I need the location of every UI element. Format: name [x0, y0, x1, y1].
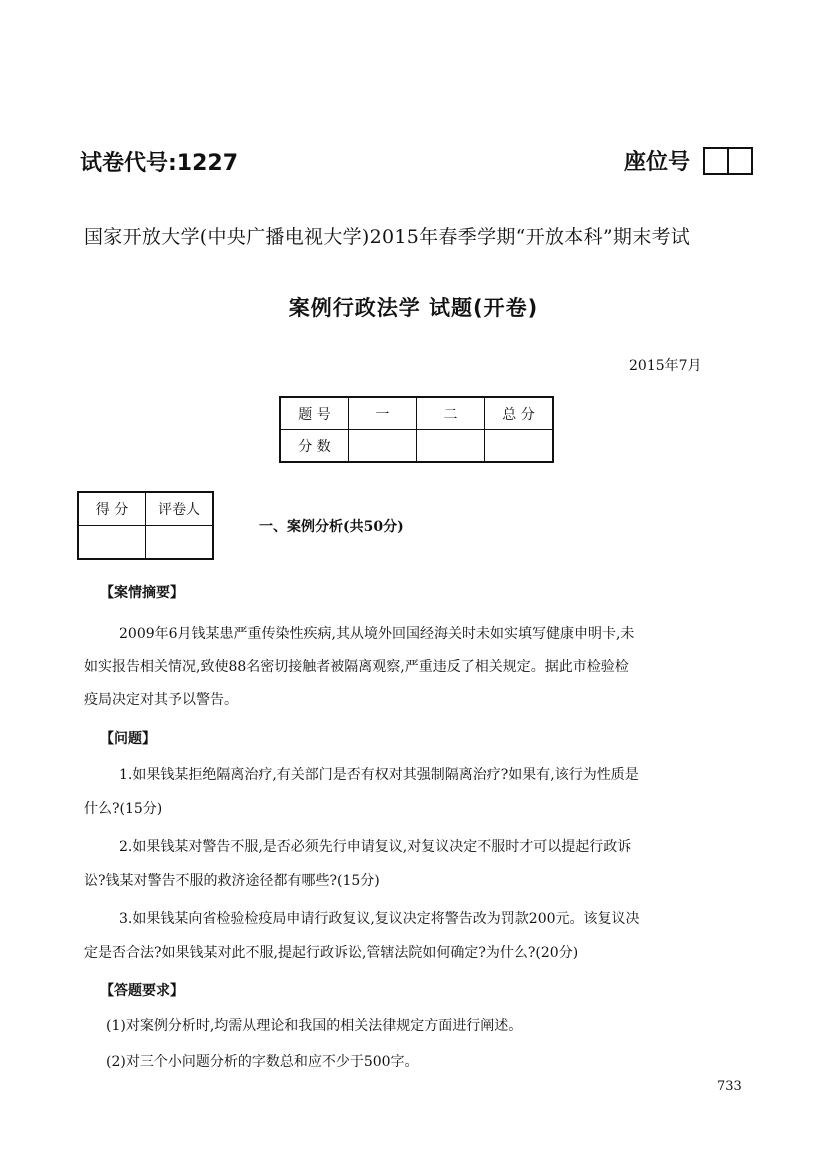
- requirements-heading: 【答题要求】: [100, 983, 184, 999]
- score-table-score-row: [280, 430, 553, 463]
- subject-title: 案例行政法学 试题(开卷): [288, 296, 539, 320]
- question-line: 定是否合法?如果钱某对此不服,提起行政诉讼,管辖法院如何确定?为什么?(20分): [84, 945, 579, 961]
- grader-table-blank-row: [78, 526, 213, 560]
- case-summary-heading: 【案情摘要】: [100, 585, 184, 601]
- grader-cell: [78, 526, 146, 560]
- score-cell: [485, 430, 554, 463]
- case-summary-line: 如实报告相关情况,致使88名密切接触者被隔离观察,严重违反了相关规定。据此市检验检: [84, 659, 629, 675]
- score-cell: 二: [417, 397, 485, 430]
- score-cell: [349, 430, 417, 463]
- score-table: [279, 396, 554, 463]
- paper-code: 试卷代号:1227: [80, 151, 239, 176]
- questions-heading: 【问题】: [100, 731, 156, 747]
- grader-cell: 得 分: [78, 492, 146, 526]
- grader-cell: [146, 526, 214, 560]
- case-summary-line: 疫局决定对其予以警告。: [84, 692, 238, 708]
- score-cell: 一: [349, 397, 417, 430]
- question-line: 2.如果钱某对警告不服,是否必须先行申请复议,对复议决定不服时才可以提起行政诉: [119, 839, 632, 855]
- score-cell: 题 号: [280, 397, 349, 430]
- question-line: 1.如果钱某拒绝隔离治疗,有关部门是否有权对其强制隔离治疗?如果有,该行为性质是: [119, 767, 639, 783]
- case-summary-line: 2009年6月钱某患严重传染性疾病,其从境外回国经海关时未如实填写健康申明卡,未: [119, 626, 635, 642]
- seat-number-boxes: [703, 147, 753, 175]
- grader-cell: 评卷人: [146, 492, 214, 526]
- section-title: 一、案例分析(共50分): [259, 519, 404, 535]
- seat-box: [705, 149, 727, 173]
- exam-date: 2015年7月: [629, 358, 702, 374]
- exam-title: 国家开放大学(中央广播电视大学)2015年春季学期“开放本科”期末考试: [84, 226, 691, 248]
- question-line: 讼?钱某对警告不服的救济途径都有哪些?(15分): [84, 873, 380, 889]
- score-cell: 分 数: [280, 430, 349, 463]
- grader-table: [77, 491, 214, 560]
- question-line: 什么?(15分): [84, 801, 163, 817]
- page-number: 733: [717, 1079, 742, 1094]
- score-cell: [417, 430, 485, 463]
- grader-table-header-row: [78, 492, 213, 526]
- seat-box: [727, 149, 751, 173]
- seat-number-label: 座位号: [624, 150, 691, 175]
- score-table-header-row: [280, 397, 553, 430]
- question-line: 3.如果钱某向省检验检疫局申请行政复议,复议决定将警告改为罚款200元。该复议决: [119, 911, 640, 927]
- requirement-item: (2)对三个小问题分析的字数总和应不少于500字。: [106, 1054, 419, 1070]
- score-cell: 总 分: [485, 397, 554, 430]
- requirement-item: (1)对案例分析时,均需从理论和我国的相关法律规定方面进行阐述。: [106, 1018, 523, 1034]
